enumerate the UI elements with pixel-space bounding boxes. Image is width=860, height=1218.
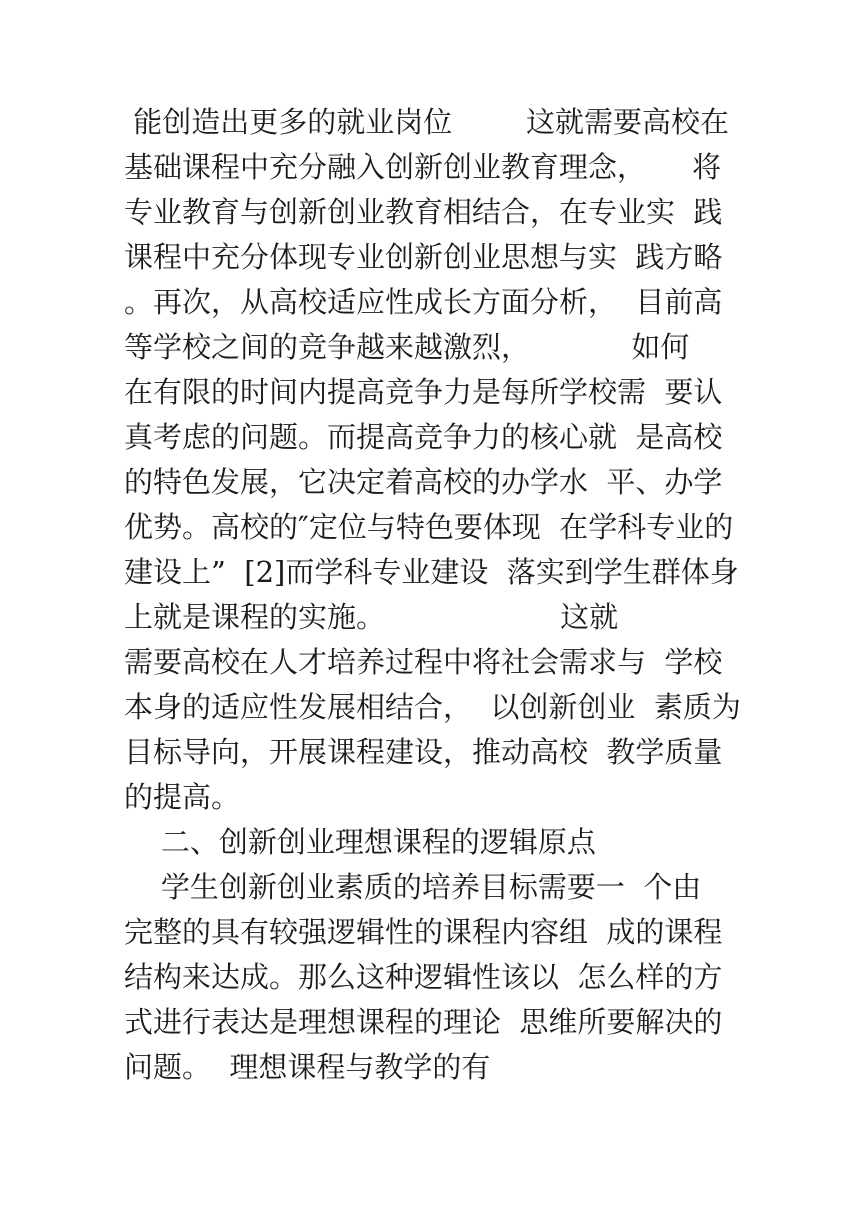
text-line: 专业教育与创新创业教育相结合，在专业实 践 — [124, 195, 723, 229]
text-line: 学生创新创业素质的培养目标需要一 个由 — [124, 870, 702, 904]
text-line: 建设上” [2]而学科专业建设 落实到学生群体身 — [124, 555, 739, 589]
text-line: 能创造出更多的就业岗位 这就需要高校在 — [124, 105, 729, 139]
text-line: 完整的具有较强逻辑性的课程内容组 成的课程 — [124, 915, 723, 949]
text-line: 目标导向，开展课程建设，推动高校 教学质量 — [124, 735, 723, 769]
text-line: 。再次，从高校适应性成长方面分析， 目前高 — [124, 285, 723, 319]
text-line: 本身的适应性发展相结合， 以创新创业 素质为 — [124, 690, 741, 724]
text-line: 需要高校在人才培养过程中将社会需求与 学校 — [124, 645, 723, 679]
text-line: 在有限的时间内提高竞争力是每所学校需 要认 — [124, 375, 723, 409]
text-line: 的特色发展，它决定着高校的办学水 平、办学 — [124, 465, 723, 499]
text-line: 真考虑的问题。而提高竞争力的核心就 是高校 — [124, 420, 723, 454]
text-line: 优势。高校的″定位与特色要体现 在学科专业的 — [124, 510, 734, 544]
text-line: 课程中充分体现专业创新创业思想与实 践方略 — [124, 240, 723, 274]
section-heading: 二、创新创业理想课程的逻辑原点 — [124, 825, 596, 859]
text-line: 基础课程中充分融入创新创业教育理念， 将 — [124, 150, 722, 184]
text-line: 式进行表达是理想课程的理论 思维所要解决的 — [124, 1005, 723, 1039]
text-line: 上就是课程的实施。 这就 — [124, 600, 619, 634]
text-line: 等学校之间的竞争越来越激烈， 如何 — [124, 330, 690, 364]
text-line: 结构来达成。那么这种逻辑性该以 怎么样的方 — [124, 960, 723, 994]
text-line: 问题。 理想课程与教学的有 — [124, 1050, 491, 1084]
text-line: 的提高。 — [124, 780, 241, 814]
